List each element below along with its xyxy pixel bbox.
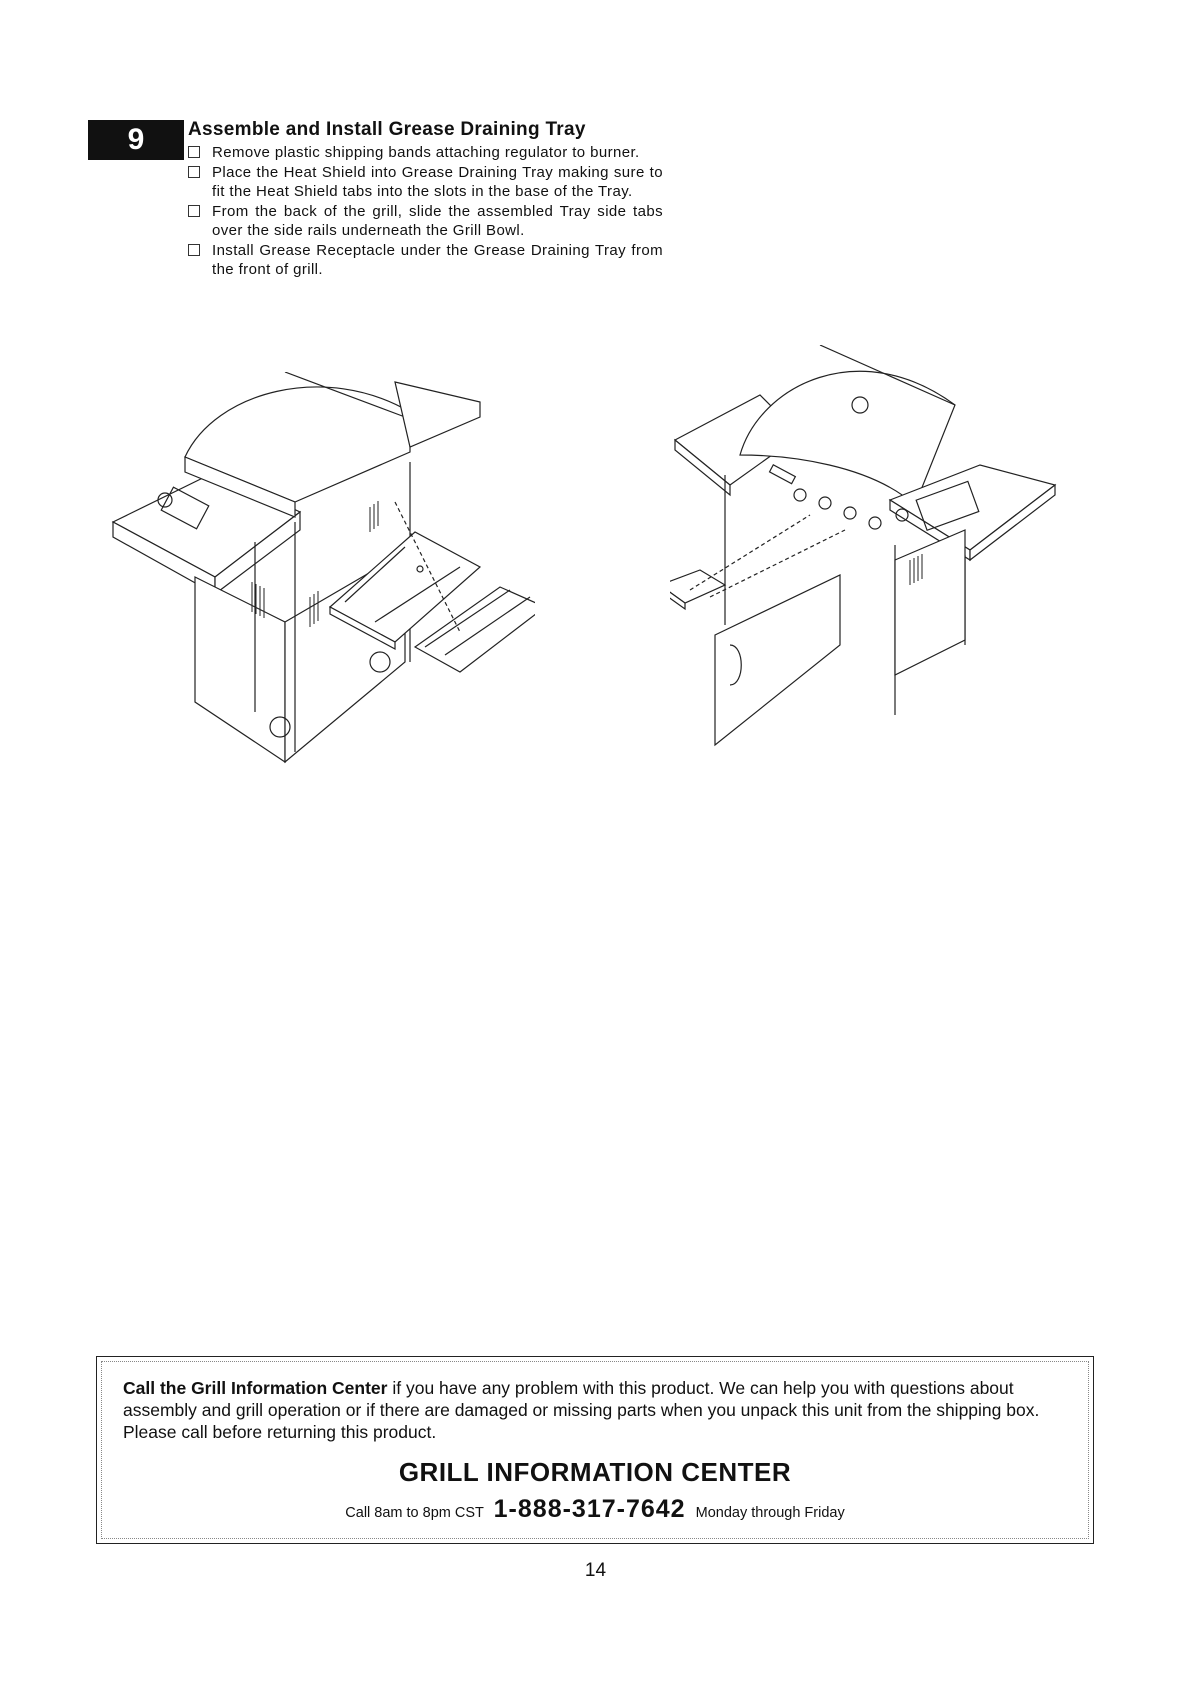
step-number-badge: [88, 120, 184, 160]
checkbox-icon[interactable]: [188, 146, 200, 158]
call-hours-line: [97, 1495, 1093, 1524]
instruction-item: [188, 163, 663, 202]
instruction-text: Install Grease Receptacle under the Grease Draining Tray from the front of grill.: [212, 241, 663, 278]
step-number: 9: [127, 123, 145, 156]
instruction-item: [188, 202, 663, 241]
instruction-item: [188, 143, 663, 163]
info-center-title: GRILL INFORMATION CENTER: [398, 1457, 792, 1487]
instruction-item: [188, 241, 663, 280]
checkbox-icon[interactable]: [188, 205, 200, 217]
info-paragraph: [123, 1377, 1043, 1443]
call-days: Monday through Friday: [695, 1505, 845, 1521]
step-title: Assemble and Install Grease Draining Tray: [188, 119, 586, 140]
instruction-text: From the back of the grill, slide the assembled Tray side tabs over the side rails underneath the Grill Bowl.: [212, 202, 663, 239]
instruction-text: Remove plastic shipping bands attaching regulator to burner.: [212, 144, 640, 161]
call-hours-prefix: Call 8am to 8pm CST: [345, 1505, 484, 1521]
checkbox-icon[interactable]: [188, 244, 200, 256]
grill-information-box: [96, 1356, 1094, 1544]
checkbox-icon[interactable]: [188, 166, 200, 178]
info-lead-bold: Call the Grill Information Center: [123, 1378, 388, 1398]
grill-back-illustration: [105, 372, 535, 782]
grill-front-illustration: [670, 345, 1070, 795]
info-lead-rest: if you have any problem with this product. We can help you with questions about assembly and grill operation or if there are damaged or missing parts when you unpack this unit from the shipping box. Please call before returning this product.: [123, 1378, 1040, 1442]
page-number: 14: [584, 1560, 607, 1581]
instruction-text: Place the Heat Shield into Grease Draining Tray making sure to fit the Heat Shield tabs into the slots in the base of the Tray.: [212, 163, 663, 200]
phone-number[interactable]: 1-888-317-7642: [493, 1495, 686, 1523]
instruction-list: [188, 143, 663, 280]
